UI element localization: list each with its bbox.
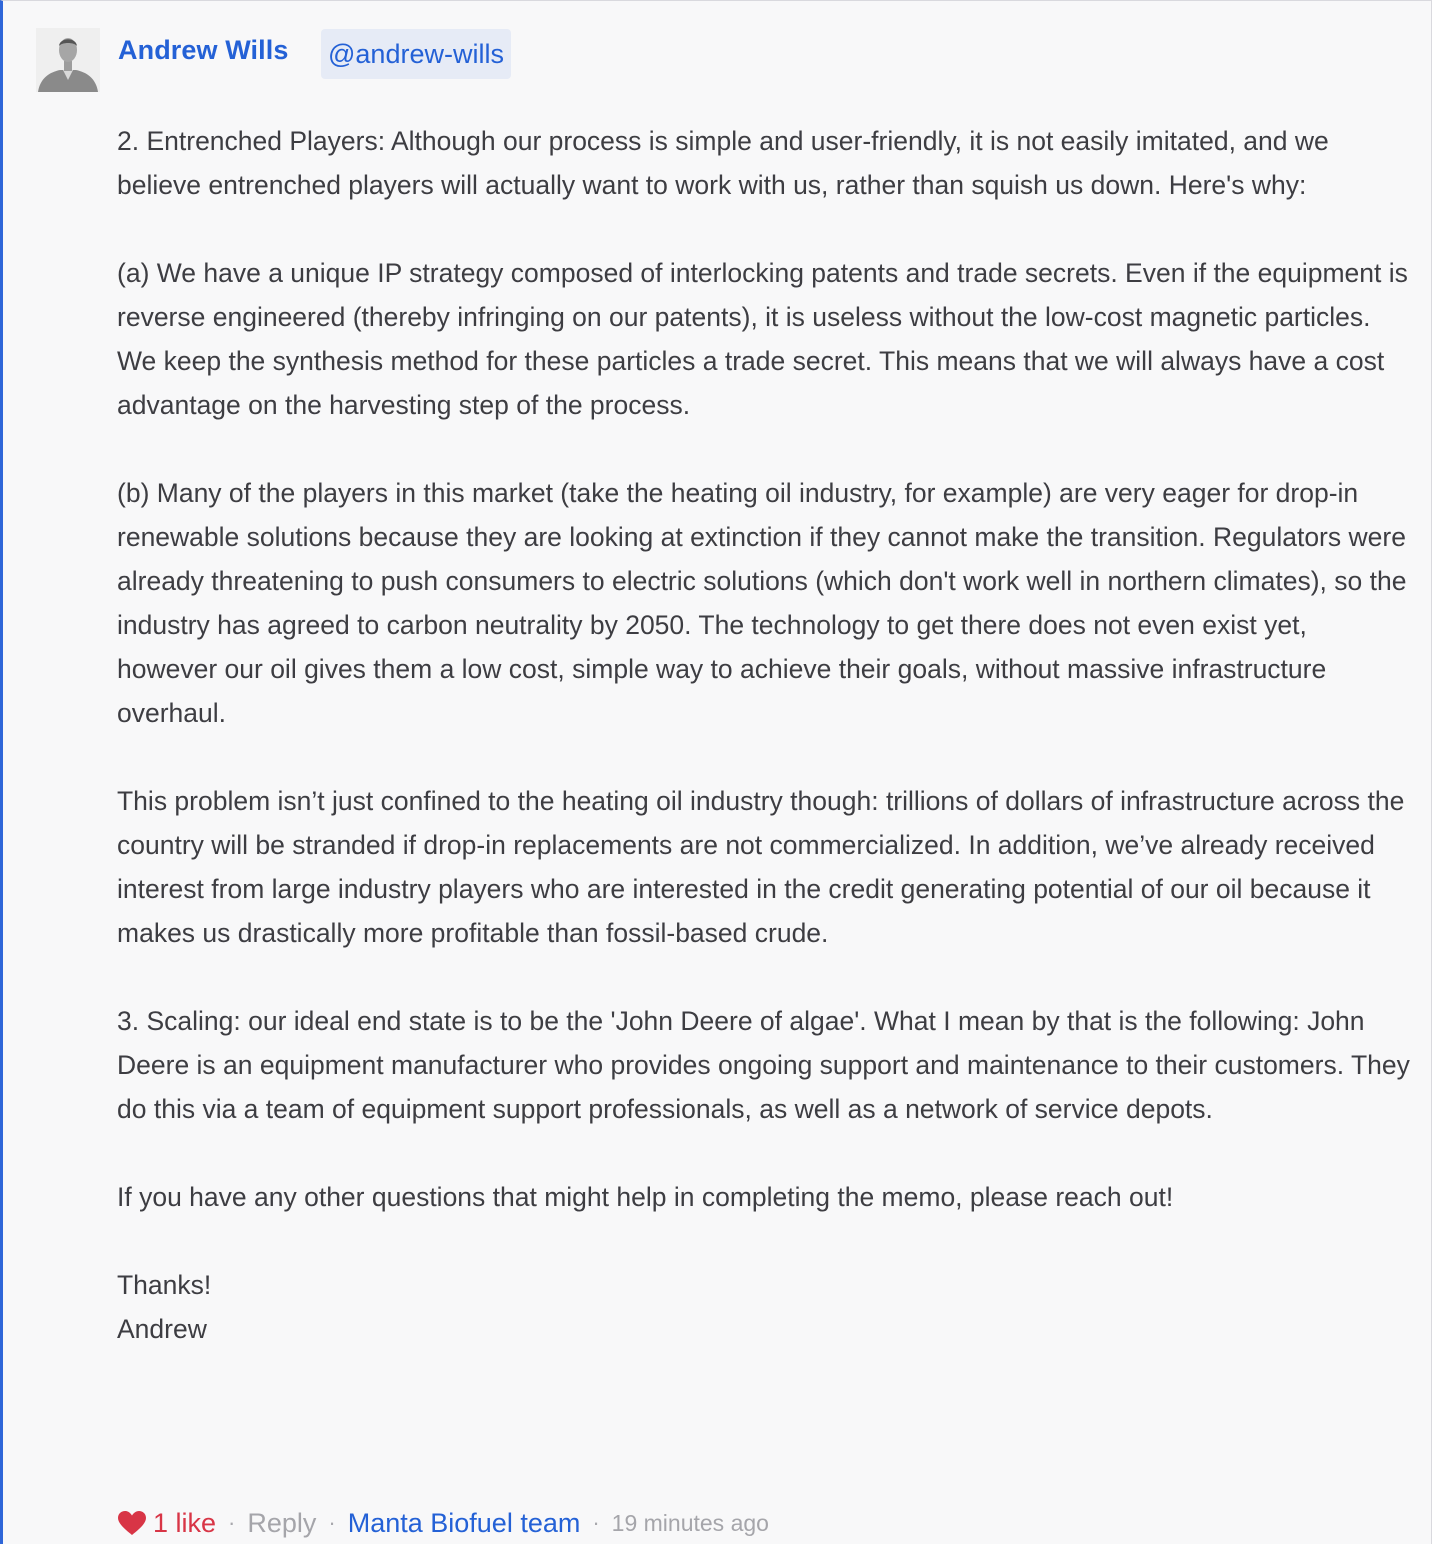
comment-body [117,119,1413,1351]
paragraph-questions: If you have any other questions that might help in completing the memo, please reach out! [117,1182,1174,1212]
team-link[interactable]: Manta Biofuel team [347,1507,581,1538]
comment-footer [117,1501,769,1545]
separator-dot: · [328,1510,336,1535]
like-count[interactable]: 1 like [153,1507,217,1538]
avatar-photo [36,28,100,92]
paragraph-signoff: Thanks! Andrew [117,1270,212,1344]
reply-button[interactable]: Reply [247,1507,317,1538]
separator-dot: · [592,1510,600,1535]
heart-icon[interactable] [117,1510,147,1536]
paragraph-entrenched-players: 2. Entrenched Players: Although our process is simple and user-friendly, it is not easily imitated, and we believe entrenched players will actually want to work with us, rather than squish us down. Here's why: [117,126,1329,200]
separator-dot: · [228,1510,236,1535]
author-handle[interactable]: @andrew-wills [321,29,511,79]
paragraph-infrastructure: This problem isn’t just confined to the heating oil industry though: trillions of dollars of infrastructure across the country will be stranded if drop-in replacements are not commercialized. In addition, we’ve already received interest from large industry players who are interested in the credit generating potential of our oil because it makes us drastically more profitable than fossil-based crude. [117,786,1405,948]
paragraph-market-players: (b) Many of the players in this market (take the heating oil industry, for example) are very eager for drop-in renewable solutions because they are looking at extinction if they cannot make the transition. Regulators were already threatening to push consumers to electric solutions (which don't work well in northern climates), so the industry has agreed to carbon neutrality by 2050. The technology to get there does not even exist yet, however our oil gives them a low cost, simple way to achieve their goals, without massive infrastructure overhaul. [117,478,1407,728]
avatar[interactable] [36,28,100,92]
paragraph-scaling: 3. Scaling: our ideal end state is to be the 'John Deere of algae'. What I mean by that is the following: John Deere is an equipment manufacturer who provides ongoing support and maintenance to their customers. They do this via a team of equipment support professionals, as well as a network of service depots. [117,1006,1410,1124]
paragraph-ip-strategy: (a) We have a unique IP strategy composed of interlocking patents and trade secrets. Even if the equipment is reverse engineered (thereby infringing on our patents), it is useless without the low-cost magnetic particles. We keep the synthesis method for these particles a trade secret. This means that we will always have a cost advantage on the harvesting step of the process. [117,258,1408,420]
author-name[interactable]: Andrew Wills [118,35,289,65]
timestamp: 19 minutes ago [611,1509,769,1536]
